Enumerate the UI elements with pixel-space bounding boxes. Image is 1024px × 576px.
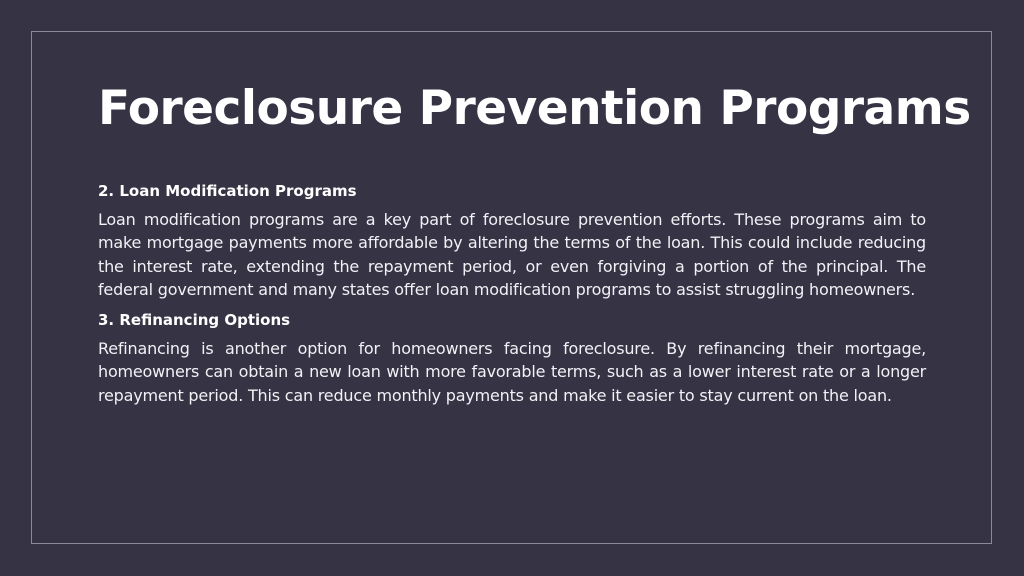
section-text-loan-modification: Loan modification programs are a key part of foreclosure prevention efforts. These programs aim to make mortgage payments more affordable by altering the terms of the loan. This could include reducing the interest rate, extending the repayment period, or even forgiving a portion of the principal. The federal government and many states offer loan modification programs to assist struggling homeowners. [98,210,926,299]
slide-title: Foreclosure Prevention Programs [98,81,971,136]
section-text-refinancing: Refinancing is another option for homeowners facing foreclosure. By refinancing their mortgage, homeowners can obtain a new loan with more favorable terms, such as a lower interest rate or a longer repayment period. This can reduce monthly payments and make it easier to stay current on the loan. [98,339,926,405]
section-heading-refinancing: 3. Refinancing Options [98,311,291,330]
slide-body [98,180,926,415]
section-heading-loan-modification: 2. Loan Modification Programs [98,182,357,200]
